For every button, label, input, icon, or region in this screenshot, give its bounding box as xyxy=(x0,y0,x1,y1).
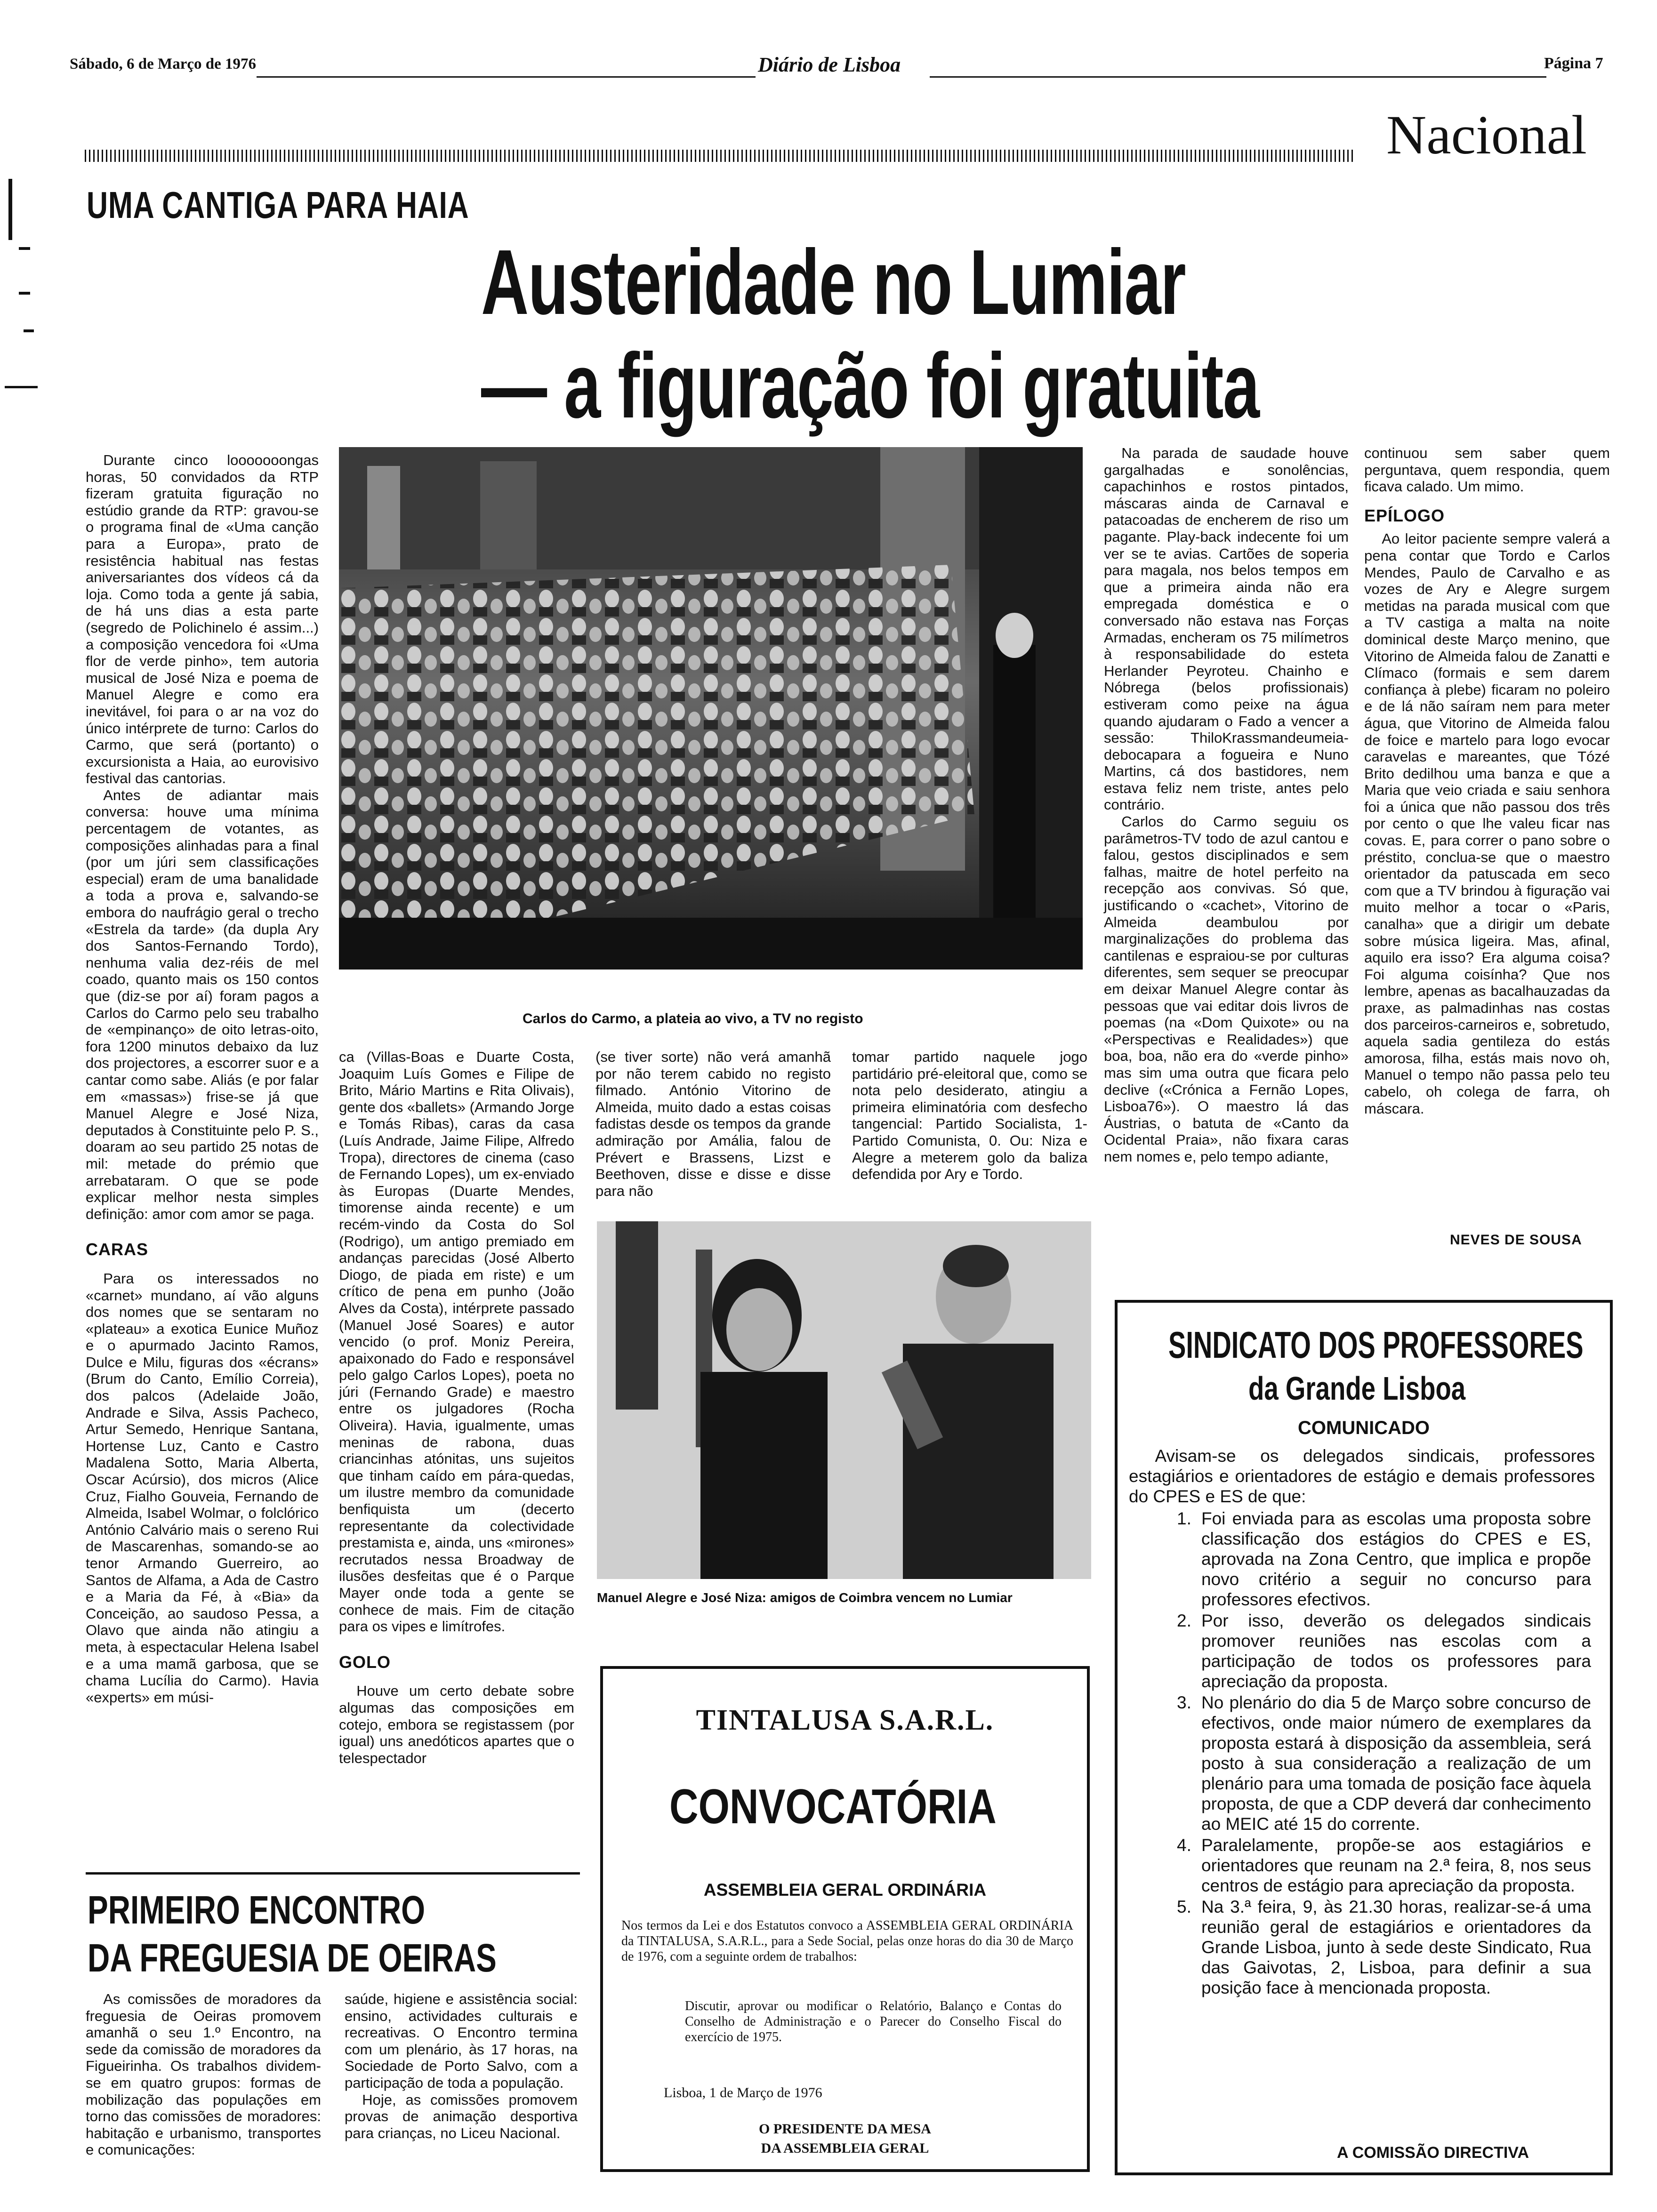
masthead-rule-left xyxy=(257,76,756,78)
subhead-epilogo: EPÍLOGO xyxy=(1364,505,1445,525)
subhead-golo: GOLO xyxy=(339,1652,391,1672)
ad-sindicato-item-text: Por isso, deverão os delegados sindicais promover reuniões nas escolas com a participação de todos os professores para apreciação da proposta. xyxy=(1201,1611,1591,1691)
article2-col2-text: saúde, higiene e assistência social: ensino, actividades culturais e recreativas. O Encontro termina com um plenário, às 17 horas, na Sociedade de Porto Salvo, com a participação de toda a população. xyxy=(345,1991,578,2091)
article1-col2-p1: ca (Villas-Boas e Duarte Costa, Joaquim Luís Gomes e Filipe de Brito, Mário Martins e Rita Olivais), gente dos «ballets» (Armando Jorge e Tomás Ribas), caras da casa (Luís Andrade, Jaime Filipe, Alfredo Tropa), directores de cinema (caso de Fernando Lopes), um ex-enviado às Europas (Duarte Mendes, timorense ainda recente) e um recém-vindo da Costa do Sol (Rodrigo), um antigo premiado em andanças parecidas (José Alberto Diogo, de piada em riste) e um crítico de pena em punho (João Alves da Costa), intérprete passado (Manuel José Soares) e autor vencido (o prof. Moniz Pereira, apaixonado do Fado e responsável pelo galgo Carlos Lopes), poeta no júri (Fernando Grade) e maestro entre os julgadores (Rocha Oliveira). Havia, igualmente, umas meninas de rabona, duas criancinhas atónitas, uns sujeitos que tinham caído em pára-quedas, um ilustre membro da comunidade benfiquista um (decerto representante da colectividade prestamista e, ainda, uns «mirones» recrutados nessa Broadway de ilusões desfeitas que é o Parque Mayer onde toda a gente se conhece de mais. Fim de citação para os vipes e limítrofes. xyxy=(339,1049,574,1635)
ad-sindicato-item-number: 2. xyxy=(1177,1611,1191,1630)
article1-col1-p3: Para os interessados no «carnet» mundano, aí vão alguns dos nomes que se sentaram no «plateau» a exotica Eunice Muñoz e o apurmado Jacinto Ramos, Dulce e Milu, figuras dos «écrans» (Brum do Canto, Emílio Correia), dos palcos (Adelaide João, Andrade e Silva, Assis Pacheco, Artur Semedo, Henrique Santana, Hortense Luz, Canto e Castro Madalena Sotto, Maria Alberta, Oscar Acúrsio), dos micros (Alice Cruz, Fialho Gouveia, Fernando de Almeida, Isabel Wolmar, o folclórico António Calvário mais o sereno Rui de Mascarenhas, somando-se ao tenor Armando Guerreiro, ao Santos de Alfama, a Ada de Castro e a Maria da Fé, à «Bia» da Conceição, ao saudoso Pessa, a Olavo que ainda não atingiu a meta, à espectacular Helena Isabel e a uma mamã garbosa, que se chama Lucília do Carmo). Havia «experts» em músi- xyxy=(86,1270,319,1706)
ad-sindicato-item xyxy=(1177,1897,1591,1998)
ad-tintalusa-subtitle: ASSEMBLEIA GERAL ORDINÁRIA xyxy=(703,1880,987,1899)
headline-line1: Austeridade no Lumiar xyxy=(481,231,1186,334)
article1-col4 xyxy=(852,1049,1087,1183)
issue-date: Sábado, 6 de Março de 1976 xyxy=(70,56,256,72)
ad-tintalusa-sign1: O PRESIDENTE DA MESA xyxy=(759,2121,931,2137)
ad-sindicato-item xyxy=(1177,1692,1591,1834)
ad-sindicato-item-number: 5. xyxy=(1177,1897,1191,1916)
margin-mark xyxy=(5,386,38,388)
margin-mark xyxy=(19,292,30,295)
ad-tintalusa-date: Lisboa, 1 de Março de 1976 xyxy=(664,2085,822,2100)
article1-col5 xyxy=(1104,445,1349,1165)
ad-tintalusa-body: Nos termos da Lei e dos Estatutos convoco a ASSEMBLEIA GERAL ORDINÁRIA da TINTALUSA, S.A.R.L., para a Sede Social, pelas onze horas do dia 30 de Março de 1976, com a seguinte ordem de trabalhos: xyxy=(621,1918,1073,1964)
ad-sindicato-item xyxy=(1177,1611,1591,1691)
page-number: Página 7 xyxy=(1544,55,1603,72)
article2-top-rule xyxy=(86,1872,580,1875)
article2-headline-line2: DA FREGUESIA DE OEIRAS xyxy=(88,1936,497,1980)
section-title: Nacional xyxy=(1386,104,1587,166)
ad-sindicato-title1: SINDICATO DOS PROFESSORES xyxy=(1168,1324,1584,1366)
article1-col2 xyxy=(339,1049,574,1766)
ad-sindicato-item-text: Paralelamente, propõe-se aos estagiários e orientadores que reunam na 2.ª feira, 8, nos seus centros de estágio para apreciação da proposta. xyxy=(1201,1835,1591,1895)
photo-audience xyxy=(339,447,1083,970)
ad-sindicato-intro: Avisam-se os delegados sindicais, professores estagiários e orientadores de estágio e demais professores do CPES e ES de que: xyxy=(1129,1446,1595,1506)
photo-audience-caption: Carlos do Carmo, a plateia ao vivo, a TV no registo xyxy=(523,1011,863,1026)
article1-col3 xyxy=(595,1049,831,1199)
article2-headline-line1: PRIMEIRO ENCONTRO xyxy=(88,1888,426,1932)
margin-mark xyxy=(24,329,34,332)
article1-col1-p2: Antes de adiantar mais conversa: houve uma mínima percentagem de votantes, as composições alinhadas para a final (por um júri sem classificações especial) eram de uma banalidade a toda a prova e, salvando-se embora do naufrágio geral o trecho «Estrela da tarde» (da dupla Ary dos Santos-Fernando Tordo), nenhuma valia dez-réis de mel coado, quanto mais os 150 contos que (diz-se por aí) foram pagos a Carlos do Carmo pelo seu trabalho de «empinanço» de oito letras-oito, fora 1200 minutos debaixo da luz dos projectores, a escorrer suor e a cantar como sabe. Aliás (e por falar em «massas») frise-se já que Manuel Alegre e José Niza, deputados à Constituinte pelo P. S., doaram ao seu partido 25 notas de mil: metade do prémio que arrebataram. O que se pode explicar melhor nesta simples definição: amor com amor se paga. xyxy=(86,786,319,1222)
ad-sindicato-title2: da Grande Lisboa xyxy=(1248,1370,1466,1407)
photo-audience-image xyxy=(339,447,1083,970)
ad-sindicato-signature: A COMISSÃO DIRECTIVA xyxy=(1337,2144,1529,2162)
margin-mark xyxy=(19,247,30,250)
ad-tintalusa-item: Discutir, aprovar ou modificar o Relatório, Balanço e Contas do Conselho de Administração e o Parecer do Conselho Fiscal do exercício de 1975. xyxy=(685,1999,1062,2044)
margin-mark xyxy=(8,179,12,240)
article1-col4-p1: tomar partido naquele jogo partidário pré-eleitoral que, como se nota pelo desiderato, atingiu a primeira eliminatória com desfecho tangencial: Partido Socialista, 1-Partido Comunista, 0. Ou: Niza e Alegre a meterem golo da baliza defendida por Ary e Tordo. xyxy=(852,1049,1087,1183)
ad-tintalusa-sign2: DA ASSEMBLEIA GERAL xyxy=(761,2140,929,2156)
article1-col1-p1: Durante cinco looooooongas horas, 50 convidados da RTP fizeram gratuita figuração no estúdio grande da RTP: gravou-se o programa final de «Uma canção para a Europa», prato de resistência habitual nas festas aniversariantes dos vídeos cá da loja. Como toda a gente já sabia, de há uns dias a esta parte (segredo de Polichinelo é assim...) a composição vencedora foi «Uma flor de verde pinho», tem autoria musical de José Niza e poema de Manuel Alegre e como era inevitável, foi para o ar na voz do único intérprete de turno: Carlos do Carmo, que será (portanto) o excursionista a Haia, ao eurovisivo festival das cantorias. xyxy=(86,452,319,787)
article2-col2 xyxy=(345,1991,578,2141)
ad-sindicato-item xyxy=(1177,1508,1591,1610)
article1-col6-p2: Ao leitor paciente sempre valerá a pena contar que Tordo e Carlos Mendes, Paulo de Carvalho e as vozes de Ary e Alegre surgem metidas na parada musical com que a TV castiga a malta na noite dominical deste Março menino, que Vitorino de Almeida falou de Zanatti e Clímaco (formais e sem darem confiança à plebe) ficaram no poleiro e de lá não saíram nem para meter água, que Vitorino de Almeida falou de foice e martelo para logo evocar caravelas e mareantes, que Tózé Brito dedilhou uma banza e que a Maria que veio criada e saiu senhora foi a única que não passou dos três por cento o que lhe valeu ficar nas covas. E, para correr o pano sobre o préstito, conclua-se que o maestro orientador da patuscada em seco com que a TV brindou à figuração vai muito melhor a tocar o «Paris, canalha» que a dirigir um debate sobre música ligeira. Mas, afinal, aquilo era isso? Era alguma coisa? Foi alguma coisínha? Que nos lembre, apenas as bacalhauzadas da praxe, as palmadinhas nas costas dos parceiros-carneiros e, sobretudo, aquela sadia gentileza do estás amorosa, filha, estás mais novo oh, Manuel o tempo não passa pelo teu cabelo, oh colega de farra, oh máscara. xyxy=(1364,530,1610,1117)
article1-col6-p1: continuou sem saber quem perguntava, quem respondia, quem ficava calado. Um mimo. xyxy=(1364,445,1610,495)
paper-name: Diário de Lisboa xyxy=(758,53,901,76)
article2-col1 xyxy=(86,1991,321,2158)
ad-sindicato-item-number: 1. xyxy=(1177,1509,1191,1528)
ad-sindicato-items xyxy=(1177,1508,1591,1999)
ad-sindicato-item-number: 3. xyxy=(1177,1693,1191,1712)
kicker: UMA CANTIGA PARA HAIA xyxy=(87,184,469,226)
article1-col5-p2: Carlos do Carmo seguiu os parâmetros-TV todo de azul cantou e falou, gestos disciplinados e sem falhas, maitre de hotel perfeito na recepção aos convivas. Só que, justificando o «cachet», Vitorino de Almeida deambulou por marginalizações do problema das cantilenas e espraiou-se por culturas diferentes, sem sequer se preocupar em deixar Manuel Alegre contar às pessoas que vai editar dois livros de poemas (na «Dom Quixote» ou na «Perspectivas e Realidades») que boa, boa, não era do «verde pinho» mas sim uma outra que ficara pelo declive («Crónica a Fernão Lopes, Lisboa76»). O maestro lá das Áustrias, o batuta de «Canto da Ocidental Praia», não fixara caras nem nomes e, pelo tempo adiante, xyxy=(1104,813,1349,1165)
ad-sindicato-subtitle: COMUNICADO xyxy=(1298,1418,1430,1438)
ad-sindicato-item xyxy=(1177,1835,1591,1896)
ad-sindicato-item-number: 4. xyxy=(1177,1835,1191,1855)
masthead-rule-right xyxy=(930,76,1546,78)
article1-col6 xyxy=(1364,445,1610,1117)
ad-sindicato-item-text: No plenário do dia 5 de Março sobre concurso de efectivos, onde maior número de exemplares da proposta estará à disposição da assembleia, será posto à sua consideração a realização de um plenário para uma tomada de posição face àquela proposta, de que a CDP deverá dar conhecimento ao MEIC até 15 do corrente. xyxy=(1201,1693,1591,1834)
ad-sindicato-item-text: Na 3.ª feira, 9, às 21.30 horas, realizar-se-á uma reunião geral de estagiários e orientadores da Grande Lisboa, junto à sede deste Sindicato, Rua das Gaivotas, 2, Lisboa, para definir a sua posição face à mencionada proposta. xyxy=(1201,1897,1591,1997)
article1-signature: NEVES DE SOUSA xyxy=(1450,1232,1582,1248)
headline-line2: — a figuração foi gratuita xyxy=(481,334,1259,437)
article1-col1 xyxy=(86,452,319,1706)
section-hatch-rule xyxy=(85,150,1356,162)
article1-col2-p2: Houve um certo debate sobre algumas das composições em cotejo, embora se registassem (por igual) uns anedóticos apartes que o telespectador xyxy=(339,1683,574,1766)
article1-col5-p1: Na parada de saudade houve gargalhadas e sonolências, capachinhos e rostos pintados, máscaras ainda de Carnaval e patacoadas de encherem de riso um pagante. Play-back indecente foi um ver se te avias. Cartões de soperia para magala, nos belos tempos em que a primeira ainda não era empregada doméstica e o conversado não estava nas Forças Armadas, encheram os 75 milímetros à responsabilidade do esteta Herlander Peyroteu. Chainho e Nóbrega (belos profissionais) estiveram como peixe na água quando ajudaram o Fado a vencer a sessão: ThiloKrassmandeumeia-debocapara a fogueira e Nuno Martins, cá dos bastidores, nem estava feliz nem triste, antes pelo contrário. xyxy=(1104,445,1349,813)
ad-tintalusa-title: CONVOCATÓRIA xyxy=(669,1779,997,1834)
ad-sindicato-item-text: Foi enviada para as escolas uma proposta sobre classificação dos estágios do CPES e ES, aprovada na Zona Centro, que implica e propõe novo critério a seguir no concurso para professores efectivos. xyxy=(1201,1509,1591,1609)
article2-col1-text: As comissões de moradores da freguesia de Oeiras promovem amanhã o seu 1.º Encontro, na sede da comissão de moradores da Figueirinha. Os trabalhos dividem-se em quatro grupos: formas de mobilização das populações em torno das comissões de moradores: habitação e urbanismo, transportes e comunicações: xyxy=(86,1991,321,2158)
photo-alegre-niza-image xyxy=(597,1221,1091,1579)
article1-col3-p1: (se tiver sorte) não verá amanhã por não terem cabido no registo filmado. António Vitorino de Almeida, muito dado a estas coisas fadistas desde os tempos da grande admiração por Amália, falou de Prévert e Brassens, Lizst e Beethoven, disse e disse e disse para não xyxy=(595,1049,831,1199)
subhead-caras: CARAS xyxy=(86,1240,149,1259)
photo-alegre-niza-caption: Manuel Alegre e José Niza: amigos de Coimbra vencem no Lumiar xyxy=(597,1590,1013,1605)
ad-tintalusa-company: TINTALUSA S.A.R.L. xyxy=(696,1704,994,1736)
photo-alegre-niza xyxy=(597,1221,1091,1579)
article2-col2-text-b: Hoje, as comissões promovem provas de animação desportiva para crianças, no Liceu Nacional. xyxy=(345,2091,578,2141)
